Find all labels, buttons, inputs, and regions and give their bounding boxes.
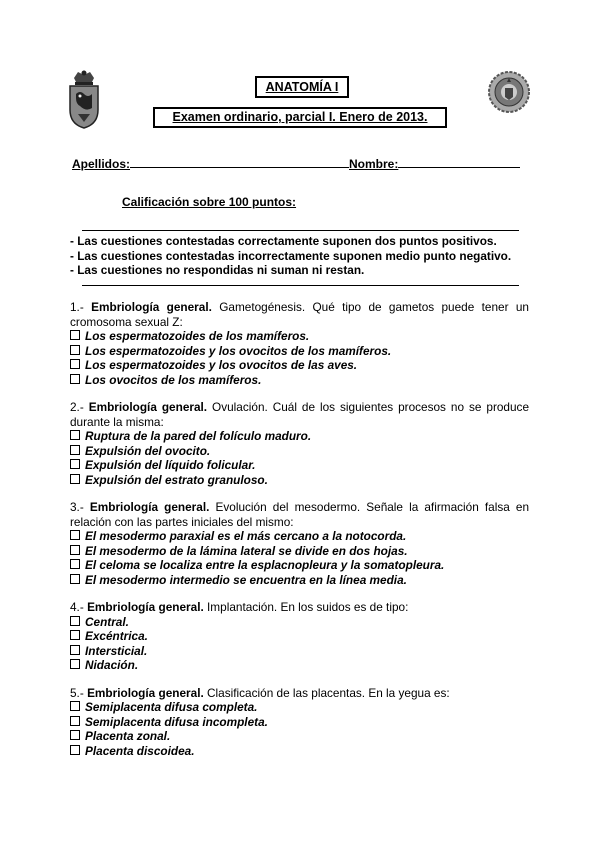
answer-option[interactable] [70, 615, 529, 630]
checkbox[interactable] [70, 616, 80, 626]
option-label: Los espermatozoides y los ovocitos de las aves. [85, 358, 358, 372]
questions-list [70, 300, 529, 771]
question-topic: Embriología general. [91, 300, 212, 314]
answer-option[interactable] [70, 473, 529, 488]
grading-title: Calificación sobre 100 puntos: [122, 195, 297, 209]
question-text: Implantación. En los suidos es de tipo: [207, 600, 409, 614]
checkbox[interactable] [70, 659, 80, 669]
answer-option[interactable] [70, 700, 529, 715]
answer-option[interactable] [70, 344, 529, 359]
question-4 [70, 600, 529, 673]
option-label: Ruptura de la pared del folículo maduro. [85, 429, 312, 443]
answer-option[interactable] [70, 444, 529, 459]
checkbox[interactable] [70, 630, 80, 640]
question-number: 4.- [70, 600, 84, 614]
option-label: Nidación. [85, 658, 139, 672]
question-topic: Embriología general. [88, 400, 208, 414]
faculty-seal-icon [487, 70, 531, 114]
question-text: Gametogénesis. Qué tipo de gametos puede tener un cromosoma sexual Z: [70, 300, 529, 329]
question-stem [70, 400, 529, 429]
checkbox[interactable] [70, 559, 80, 569]
option-label: Expulsión del estrato granuloso. [85, 472, 268, 487]
answer-option[interactable] [70, 529, 529, 544]
question-text: Clasificación de las placentas. En la yegua es: [207, 685, 450, 700]
question-text: Ovulación. Cuál de los siguientes procesos no se produce durante la misma: [70, 400, 530, 429]
question-2 [70, 400, 529, 487]
checkbox[interactable] [70, 474, 80, 484]
checkbox[interactable] [70, 345, 80, 355]
answer-option[interactable] [70, 544, 529, 559]
answer-option[interactable] [70, 329, 529, 344]
surname-field[interactable] [130, 156, 349, 168]
option-label: Semiplacenta difusa completa. [85, 700, 258, 714]
answer-option[interactable] [70, 429, 529, 444]
name-label: Nombre: [349, 157, 399, 171]
option-label: Expulsión del líquido folicular. [85, 458, 256, 472]
checkbox[interactable] [70, 574, 80, 584]
question-1 [70, 300, 529, 387]
checkbox[interactable] [70, 330, 80, 340]
option-label: El mesodermo intermedio se encuentra en la línea media. [85, 572, 407, 587]
exam-title: Examen ordinario, parcial I. Enero de 2013. [153, 107, 447, 128]
grading-rules [70, 234, 511, 278]
option-label: Central. [85, 614, 129, 629]
student-name-line [72, 156, 532, 171]
checkbox[interactable] [70, 745, 80, 755]
answer-option[interactable] [70, 729, 529, 744]
checkbox[interactable] [70, 430, 80, 440]
question-3 [70, 500, 529, 587]
answer-option[interactable] [70, 458, 529, 473]
option-label: Los espermatozoides y los ovocitos de los mamíferos. [85, 343, 392, 358]
option-label: Semiplacenta difusa incompleta. [85, 714, 268, 729]
grading-rule: - Las cuestiones contestadas incorrectamente suponen medio punto negativo. [70, 248, 512, 263]
checkbox[interactable] [70, 545, 80, 555]
question-topic: Embriología general. [87, 685, 204, 700]
question-topic: Embriología general. [89, 500, 210, 514]
grading-rule: - Las cuestiones contestadas correctamente suponen dos puntos positivos. [70, 234, 497, 248]
option-label: Intersticial. [85, 643, 148, 658]
question-number: 3.- [70, 500, 84, 514]
course-title: ANATOMÍA I [255, 76, 349, 98]
option-label: El celoma se localiza entre la esplacnopleura y la somatopleura. [85, 558, 445, 572]
answer-option[interactable] [70, 744, 529, 759]
answer-option[interactable] [70, 573, 529, 588]
checkbox[interactable] [70, 730, 80, 740]
question-number: 5.- [70, 685, 84, 700]
option-label: Los ovocitos de los mamíferos. [85, 372, 262, 387]
checkbox[interactable] [70, 530, 80, 540]
option-label: Placenta discoidea. [85, 743, 195, 758]
question-stem [70, 600, 529, 615]
question-stem [70, 300, 529, 329]
checkbox[interactable] [70, 445, 80, 455]
university-crest-icon [66, 68, 102, 130]
checkbox[interactable] [70, 701, 80, 711]
answer-option[interactable] [70, 358, 529, 373]
divider-top [82, 230, 519, 231]
question-text: Evolución del mesodermo. Señale la afirmación falsa en relación con las partes iniciales del mismo: [70, 500, 530, 529]
question-number: 1.- [70, 300, 84, 314]
surname-label: Apellidos: [72, 157, 131, 171]
name-field[interactable] [398, 156, 520, 168]
option-label: Placenta zonal. [85, 729, 171, 743]
question-number: 2.- [70, 400, 84, 414]
question-stem [70, 686, 529, 701]
answer-option[interactable] [70, 373, 529, 388]
option-label: El mesodermo paraxial es el más cercano a la notocorda. [85, 529, 407, 543]
question-stem [70, 500, 529, 529]
answer-option[interactable] [70, 629, 529, 644]
checkbox[interactable] [70, 359, 80, 369]
option-label: Expulsión del ovocito. [85, 443, 211, 458]
checkbox[interactable] [70, 716, 80, 726]
answer-option[interactable] [70, 644, 529, 659]
option-label: El mesodermo de la lámina lateral se divide en dos hojas. [85, 543, 408, 558]
grading-rule: - Las cuestiones no respondidas ni suman ni restan. [70, 263, 365, 277]
checkbox[interactable] [70, 645, 80, 655]
answer-option[interactable] [70, 658, 529, 673]
answer-option[interactable] [70, 715, 529, 730]
question-5 [70, 686, 529, 759]
divider-bottom [82, 285, 519, 286]
checkbox[interactable] [70, 374, 80, 384]
option-label: Excéntrica. [85, 629, 148, 643]
answer-option[interactable] [70, 558, 529, 573]
checkbox[interactable] [70, 459, 80, 469]
question-topic: Embriología general. [87, 600, 204, 614]
option-label: Los espermatozoides de los mamíferos. [85, 329, 310, 343]
